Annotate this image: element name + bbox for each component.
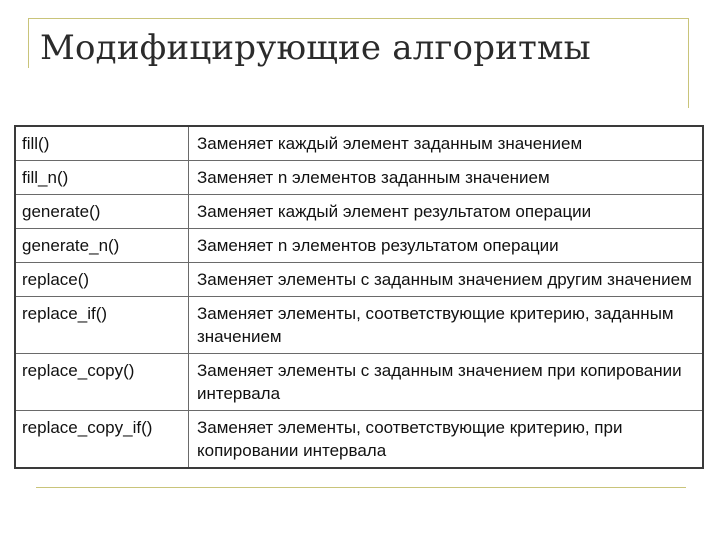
algorithm-name: replace_copy_if() — [15, 411, 189, 469]
table-row — [15, 195, 703, 229]
table-row — [15, 229, 703, 263]
decor-line-bottom — [36, 487, 686, 488]
algorithm-name: fill() — [15, 126, 189, 161]
algorithm-name: generate_n() — [15, 229, 189, 263]
algorithm-name: fill_n() — [15, 161, 189, 195]
algorithm-description: Заменяет каждый элемент заданным значением — [189, 126, 704, 161]
algorithm-name: replace() — [15, 263, 189, 297]
decor-line-top — [28, 18, 688, 19]
table-row — [15, 126, 703, 161]
algorithm-name: replace_if() — [15, 297, 189, 354]
algorithms-table — [14, 125, 704, 469]
algorithm-description: Заменяет элементы с заданным значением другим значением — [189, 263, 704, 297]
algorithm-name: generate() — [15, 195, 189, 229]
table-row — [15, 161, 703, 195]
decor-line-right — [688, 18, 689, 108]
algorithm-description: Заменяет элементы, соответствующие критерию, заданным значением — [189, 297, 704, 354]
table-row — [15, 354, 703, 411]
algorithm-name: replace_copy() — [15, 354, 189, 411]
algorithm-description: Заменяет каждый элемент результатом операции — [189, 195, 704, 229]
table-row — [15, 297, 703, 354]
algorithm-description: Заменяет элементы, соответствующие критерию, при копировании интервала — [189, 411, 704, 469]
algorithm-description: Заменяет элементы с заданным значением при копировании интервала — [189, 354, 704, 411]
table-row — [15, 263, 703, 297]
algorithm-description: Заменяет n элементов результатом операции — [189, 229, 704, 263]
page-title: Модифицирующие алгоритмы — [40, 28, 591, 68]
table-row — [15, 411, 703, 469]
algorithm-description: Заменяет n элементов заданным значением — [189, 161, 704, 195]
decor-line-left — [28, 18, 29, 68]
